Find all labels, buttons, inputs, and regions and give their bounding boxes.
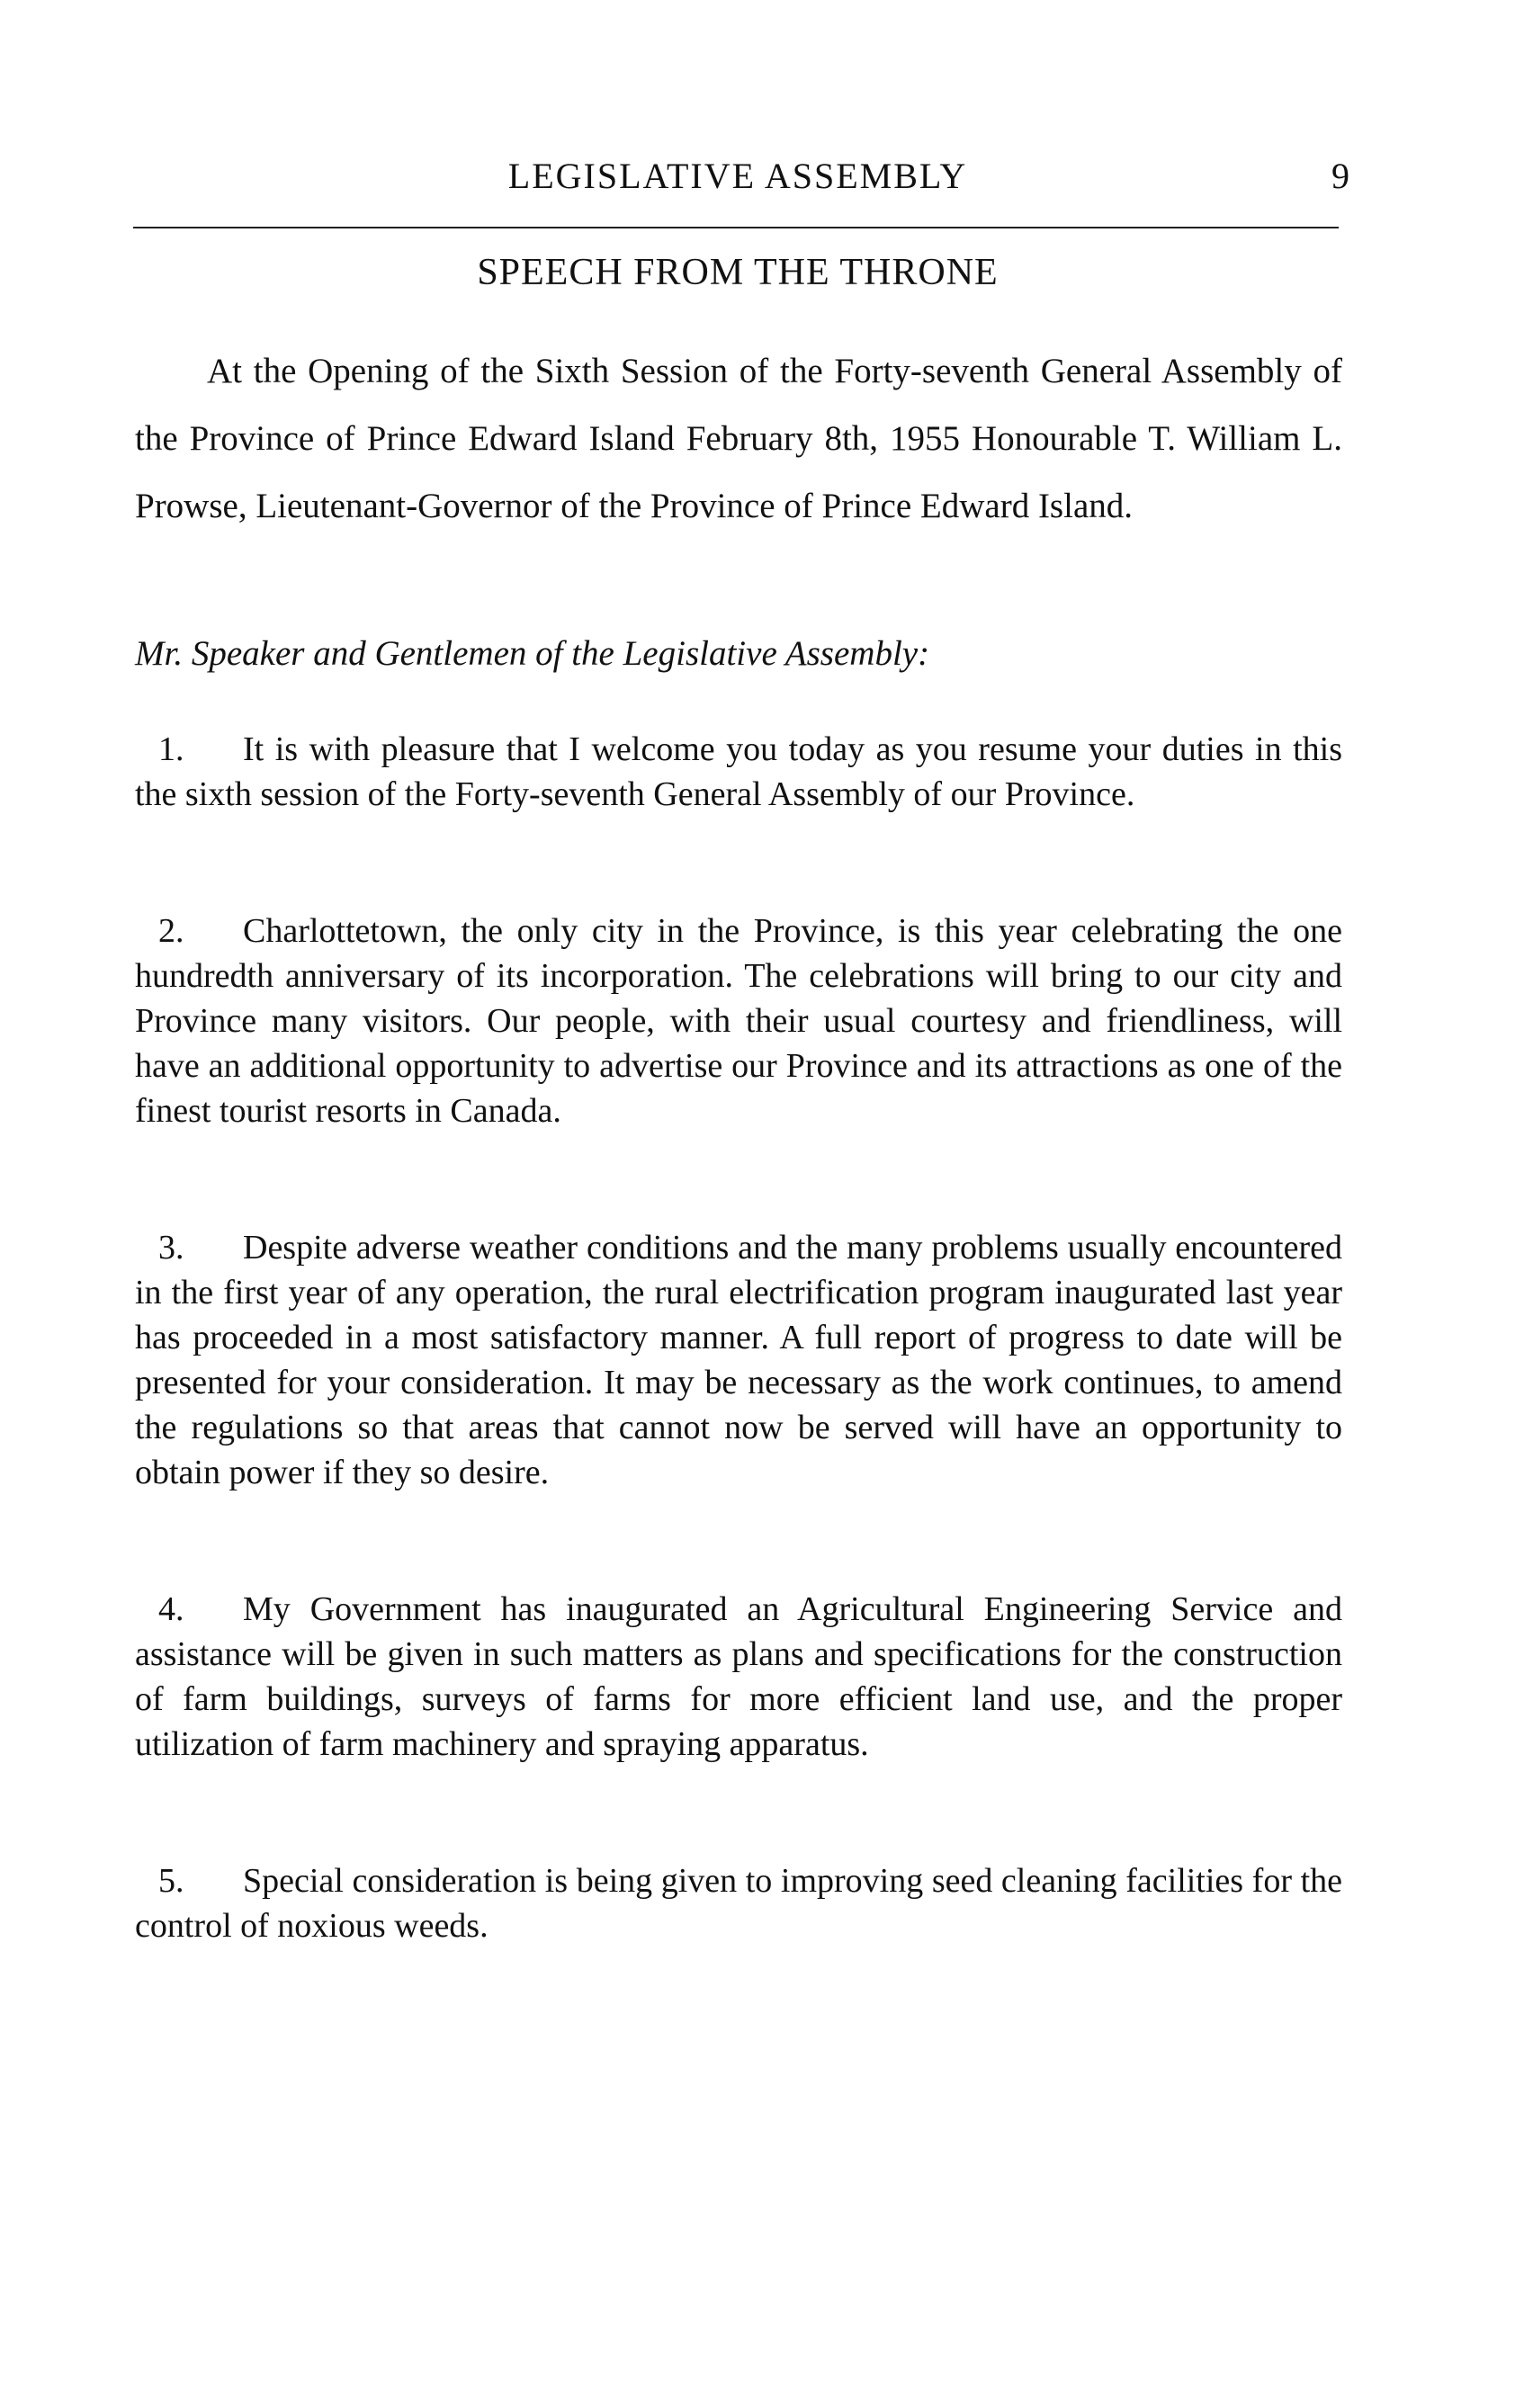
paragraph-number: 3. bbox=[158, 1229, 184, 1267]
paragraph-text: It is with pleasure that I welcome you today as you resume your duties in this the sixth session of the Forty-seventh General Assembly of our Province. bbox=[135, 730, 1342, 813]
page-number: 9 bbox=[1331, 156, 1349, 196]
paragraph-text: Despite adverse weather conditions and the many problems usually encountered in the first year of any operation, the rural electrification program inaugurated last year has proceeded in a most satisfactory manner. A full report of progress to date will be presented for your consideration. It may be necessary as the work continues, to amend the regulations so that areas that cannot now be served will have an opportunity to obtain power if they so desire. bbox=[135, 1229, 1342, 1491]
paragraph-number: 1. bbox=[158, 730, 184, 768]
paragraph-number: 2. bbox=[158, 912, 184, 950]
salutation: Mr. Speaker and Gentlemen of the Legislative Assembly: bbox=[135, 634, 930, 673]
opening-statement: At the Opening of the Sixth Session of the Forty-seventh General Assembly of the Province of Prince Edward Island February 8th, 1955 Honourable T. William L. Prowse, Lieutenant-Governor of the Province of Prince Edward Island. bbox=[135, 352, 1342, 525]
paragraph-text: Charlottetown, the only city in the Province, is this year celebrating the one hundredth anniversary of its incorporation. The celebrations will bring to our city and Province many visitors. Our people, with their usual courtesy and friendliness, will have an additional opportunity to advertise our Province and its attractions as one of the finest tourist resorts in Canada. bbox=[135, 912, 1342, 1130]
running-header bbox=[126, 153, 1349, 200]
paragraph-text: My Government has inaugurated an Agricultural Engineering Service and assistance will be given in such matters as plans and specifications for the construction of farm buildings, surveys of farms for more efficient land use, and the proper utilization of farm machinery and spraying apparatus. bbox=[135, 1590, 1342, 1763]
numbered-paragraph bbox=[135, 1225, 1342, 1495]
numbered-paragraph bbox=[135, 727, 1342, 817]
numbered-paragraph bbox=[135, 1858, 1342, 1948]
paragraph-number: 5. bbox=[158, 1862, 184, 1900]
paragraph-number: 4. bbox=[158, 1590, 184, 1628]
running-title: LEGISLATIVE ASSEMBLY bbox=[507, 156, 968, 196]
header-rule bbox=[133, 227, 1339, 228]
paragraph-text: Special consideration is being given to improving seed cleaning facilities for the control of noxious weeds. bbox=[135, 1862, 1342, 1945]
numbered-paragraph bbox=[135, 1587, 1342, 1767]
numbered-paragraph bbox=[135, 909, 1342, 1133]
section-title: SPEECH FROM THE THRONE bbox=[477, 252, 999, 293]
